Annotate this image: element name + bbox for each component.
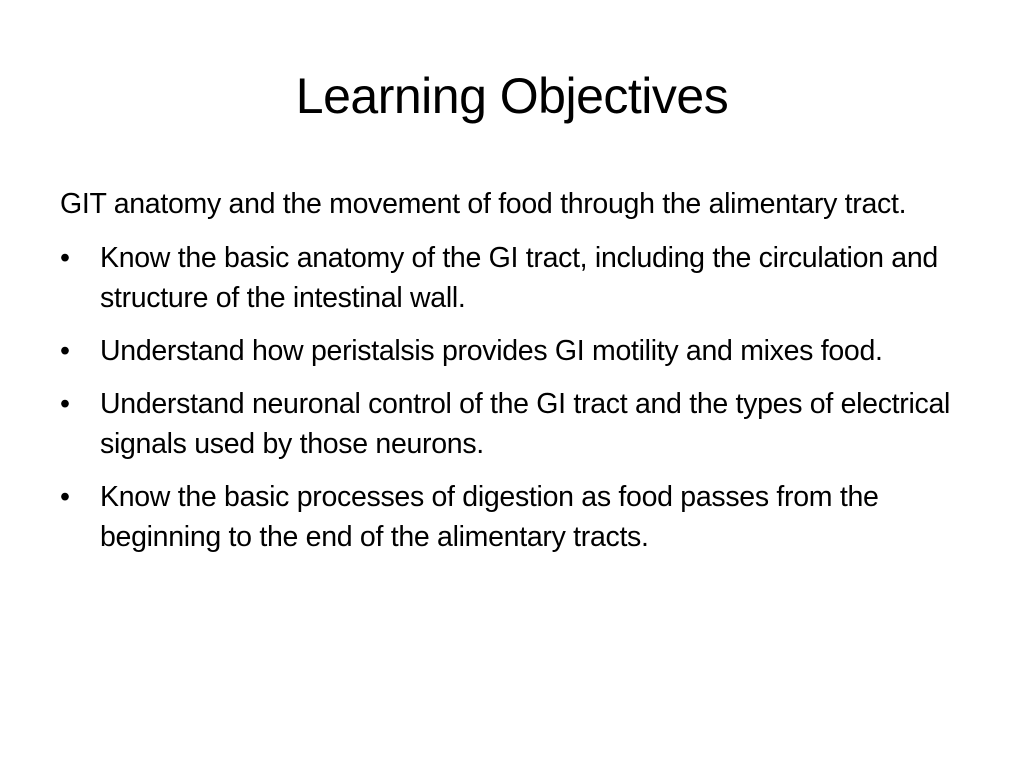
intro-text: GIT anatomy and the movement of food through the alimentary tract. <box>60 188 907 220</box>
list-item <box>60 477 980 557</box>
slide-title: Learning Objectives <box>295 68 729 124</box>
bullet-icon: • <box>60 481 70 513</box>
bullet-icon: • <box>60 335 70 367</box>
list-item-text: Know the basic anatomy of the GI tract, including the circulation and structure of the intestinal wall. <box>100 242 938 314</box>
list-item <box>60 384 980 464</box>
list-item-text: Understand how peristalsis provides GI motility and mixes food. <box>100 335 883 367</box>
list-item <box>60 238 980 318</box>
bullet-icon: • <box>60 388 70 420</box>
list-item <box>60 331 980 371</box>
list-item-text: Understand neuronal control of the GI tract and the types of electrical signals used by those neurons. <box>100 388 951 460</box>
list-item-text: Know the basic processes of digestion as food passes from the beginning to the end of the alimentary tracts. <box>100 481 879 553</box>
bullet-icon: • <box>60 242 70 274</box>
objectives-list <box>60 238 980 557</box>
slide-body <box>60 184 980 570</box>
